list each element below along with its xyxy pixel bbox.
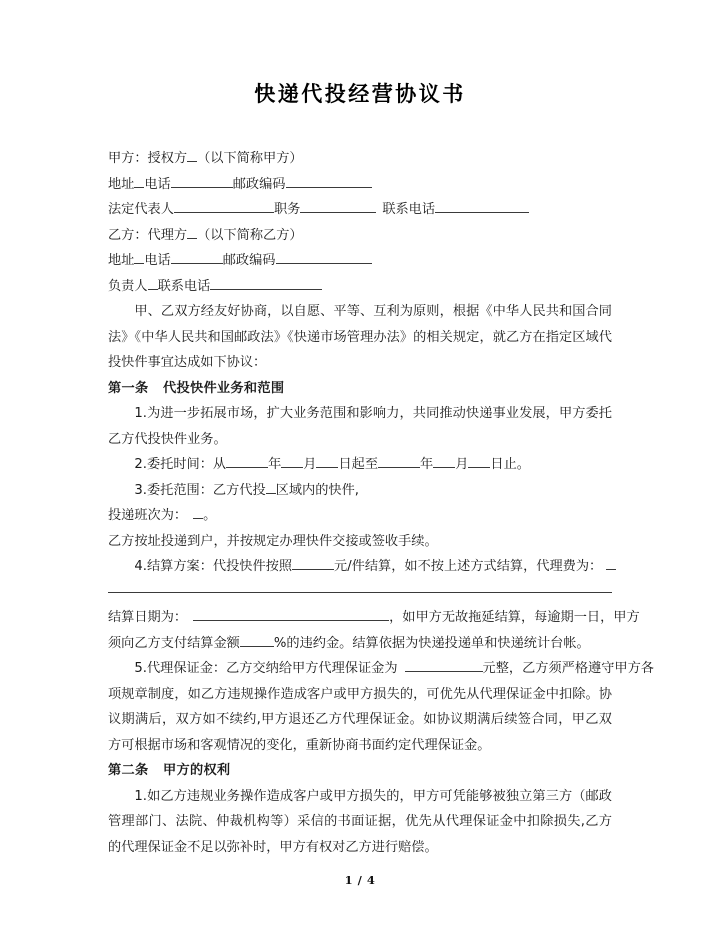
party-a-address-blank[interactable] [134,175,144,188]
party-a-address-line [108,172,612,198]
item4-rate-blank[interactable] [292,557,334,570]
item2-day1-label: 日起至 [338,457,379,472]
page-title: 快递代投经营协议书 [254,81,466,106]
party-b-name-line [108,223,612,249]
article-one-item-4-date [108,605,640,631]
party-b-postcode-label: 邮政编码 [222,253,276,268]
article-one-item-5-rest: 项规章制度，如乙方违规操作造成客户或甲方损失的，可优先从代理保证金中扣除。协议期满后，双方如不续约,甲方退还乙方代理保证金。如协议期满后续签合同，甲乙双方可根据市场和客观情况的变化，重新协商书面约定代理保证金。 [108,686,612,753]
item4-prefix: 4.结算方案：代投快件按照 [134,559,293,574]
item5-prefix: 5.代理保证金：乙方交纳给甲方代理保证金为 [134,661,398,676]
item4-penalty-blank[interactable] [240,634,274,647]
article-two-title: 甲方的权利 [162,763,231,778]
article-two-number: 第二条 [108,763,149,778]
article-two-heading [108,758,612,784]
preamble-paragraph: 甲、乙双方经友好协商，以自愿、平等、互利为原则，根据《中华人民共和国合同法》《中华人民共和国邮政法》《快递市场管理办法》的相关规定，就乙方在指定区域代投快件事宜达成如下协议： [108,304,612,370]
item5-amount-unit: 元整，乙方须严格遵守甲方各 [482,661,654,676]
item2-day2-label: 日止。 [490,457,530,472]
item2-year1-label: 年 [268,457,282,472]
item3-end: 。 [203,508,217,523]
item4-penalty-unit: %的违约金。结算依据为快递投递单和快递统计台帐。 [273,635,590,651]
party-a-name-line [108,146,612,172]
party-a-legalrep-blank[interactable] [174,200,274,213]
party-b-contactphone-label: 联系电话 [157,278,211,294]
document-body [108,146,654,860]
item2-month1-label: 月 [303,457,317,472]
item2-month1-blank[interactable] [281,455,303,468]
article-two-item-1: 1.如乙方违规业务操作造成客户或甲方损失的，甲方可凭能够被独立第三方（邮政管理部门、法院、仲裁机构等）采信的书面证据，优先从代理保证金中扣除损失,乙方的代理保证金不足以弥补时，甲方有权对乙方进行赔偿。 [108,788,612,855]
item2-year1-blank[interactable] [226,455,268,468]
item2-year2-blank[interactable] [378,455,420,468]
party-b-postcode-blank[interactable] [276,251,372,264]
article-one-item-3-after: 乙方按址投递到户，并按规定办理快件交接或签收手续。 [108,533,438,549]
article-one-item-4 [108,554,612,580]
item2-year2-label: 年 [420,457,434,472]
article-one-heading [108,376,612,402]
party-a-legalrep-label: 法定代表人 [108,202,174,217]
article-one-item-5 [108,656,654,682]
party-a-position-blank[interactable] [300,200,376,213]
party-a-postcode-blank[interactable] [286,175,372,188]
article-one-item-2 [108,452,612,478]
item4-penalty-prefix: 须向乙方支付结算金额 [108,635,240,651]
item2-day1-blank[interactable] [316,455,338,468]
item3-cont-label: 投递班次为： [108,508,188,523]
party-a-postcode-label: 邮政编码 [232,176,286,192]
party-a-phone-blank[interactable] [171,175,233,188]
article-one-number: 第一条 [108,380,149,396]
party-a-label: 甲方：授权方 [108,151,188,166]
party-a-contactphone-blank[interactable] [435,200,529,213]
party-a-contactphone-label: 联系电话 [382,202,436,217]
party-b-address-blank[interactable] [134,251,144,264]
party-b-principal-line [108,274,612,300]
party-a-address-label: 地址 [108,176,135,192]
item4-fee-blank[interactable] [606,557,616,570]
party-b-contactphone-blank[interactable] [210,277,322,290]
item4-date-tail: ，如甲方无故拖延结算，每逾期一日，甲方 [389,610,640,625]
party-b-address-label: 地址 [108,253,135,268]
item3-mid: 区域内的快件, [275,482,359,498]
article-one-title: 代投快件业务和范围 [162,380,285,396]
party-b-phone-blank[interactable] [171,251,223,264]
item2-prefix: 2.委托时间：从 [134,457,227,472]
article-one-item-3-cont [108,503,612,529]
item4-unit: 元/件结算，如不按上述方式结算，代理费为： [334,559,603,574]
item2-month2-label: 月 [455,457,469,472]
item3-shift-blank[interactable] [193,506,203,519]
party-a-name-blank[interactable] [187,149,197,162]
article-one-item-4-penalty [108,631,612,657]
party-b-suffix: （以下简称乙方） [197,227,303,243]
item4-date-blank[interactable] [193,608,389,621]
party-a-position-label: 职务 [273,202,301,217]
article-one-item-3 [108,478,612,504]
party-a-suffix: （以下简称甲方） [197,151,303,166]
party-b-phone-label: 电话 [144,253,171,268]
item3-prefix: 3.委托范围：乙方代投 [134,482,266,498]
page-number-footer: 1 / 4 [344,873,376,887]
party-b-principal-blank[interactable] [148,277,158,290]
item4-fee-blank-continued[interactable] [108,592,612,593]
party-b-address-line [108,248,612,274]
item4-date-label: 结算日期为： [108,610,188,625]
item2-day2-blank[interactable] [468,455,490,468]
party-b-principal-label: 负责人 [108,278,148,294]
party-b-name-blank[interactable] [187,226,197,239]
article-one-item-1: 1.为进一步拓展市场，扩大业务范围和影响力，共同推动快递事业发展，甲方委托乙方代投快件业务。 [108,406,612,447]
item5-deposit-blank[interactable] [405,659,483,672]
party-b-label: 乙方：代理方 [108,227,188,243]
item2-month2-blank[interactable] [433,455,455,468]
item3-scope-blank[interactable] [266,481,276,494]
party-a-legalrep-line [108,197,612,223]
party-a-phone-label: 电话 [144,176,171,192]
